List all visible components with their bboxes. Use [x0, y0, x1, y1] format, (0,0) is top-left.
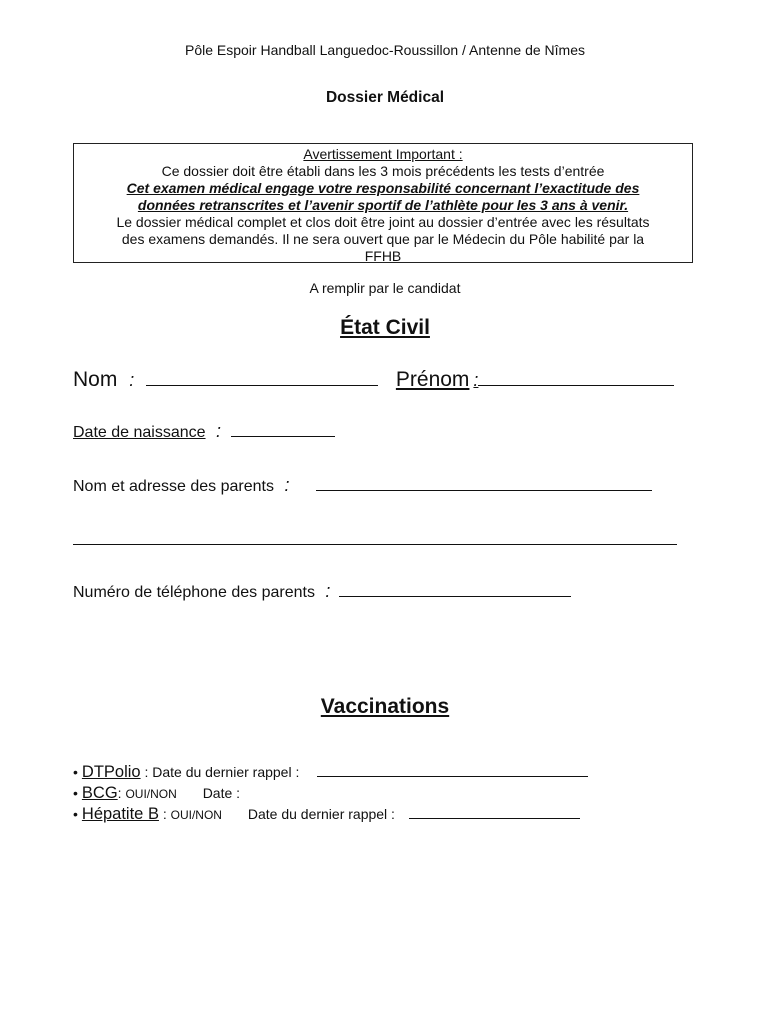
prenom-label: Prénom — [395, 368, 470, 391]
hepatite-date-field[interactable] — [409, 818, 580, 819]
bcg-oui-non[interactable]: OUI/NON — [125, 787, 177, 801]
warning-line-1: Ce dossier doit être établi dans les 3 mois précédents les tests d’entrée — [161, 163, 605, 179]
nom-colon: : — [129, 370, 135, 390]
warning-line-4: FFHB — [364, 248, 402, 264]
name-row — [73, 368, 674, 392]
birthdate-label: Date de naissance — [73, 424, 206, 441]
birthdate-field[interactable] — [231, 436, 335, 437]
vaccine-bcg-row — [73, 784, 240, 803]
warning-line-2: Le dossier médical complet et clos doit être joint au dossier d’entrée avec les résultats — [116, 214, 650, 230]
parents-address-label: Nom et adresse des parents — [73, 478, 274, 495]
vaccine-hepatite-row — [73, 805, 580, 824]
page-header: Pôle Espoir Handball Languedoc-Roussillon / Antenne de Nîmes — [184, 42, 586, 58]
dtpolio-label: DTPolio — [81, 763, 141, 781]
parents-phone-row — [73, 581, 571, 602]
warning-bold-line-1: Cet examen médical engage votre responsabilité concernant l’exactitude des — [126, 180, 640, 196]
warning-box — [73, 143, 693, 263]
dtpolio-date-field[interactable] — [317, 776, 588, 777]
bullet: • — [73, 806, 78, 822]
hepatite-sep: : — [158, 806, 167, 822]
hepatite-oui-non[interactable]: OUI/NON — [170, 808, 222, 822]
parents-address-colon: : — [284, 475, 290, 495]
etat-civil-title: État Civil — [340, 316, 430, 339]
vaccinations-title: Vaccinations — [320, 695, 450, 718]
nom-label: Nom — [73, 368, 118, 391]
vaccine-dtpolio-row — [73, 763, 588, 782]
document-title: Dossier Médical — [325, 89, 445, 106]
bcg-label: BCG — [81, 784, 118, 802]
parents-address-field[interactable] — [316, 490, 652, 491]
candidate-instruction: A remplir par le candidat — [309, 280, 461, 296]
prenom-colon: : — [473, 370, 479, 390]
bcg-date-label: Date : — [202, 785, 241, 801]
nom-field[interactable] — [146, 385, 378, 386]
parents-address-field-line-2[interactable] — [73, 544, 677, 545]
birthdate-row — [73, 421, 335, 442]
parents-phone-colon: : — [325, 581, 331, 601]
bullet: • — [73, 764, 78, 780]
bcg-sep: : — [117, 785, 122, 801]
bullet: • — [73, 785, 78, 801]
hepatite-date-label: Date du dernier rappel : — [247, 806, 395, 822]
hepatite-b-label: Hépatite B — [81, 805, 159, 823]
dtpolio-date-label: : Date du dernier rappel : — [140, 764, 300, 780]
warning-line-3: des examens demandés. Il ne sera ouvert que par le Médecin du Pôle habilité par la — [121, 231, 645, 247]
warning-heading: Avertissement Important : — [303, 146, 463, 162]
birthdate-colon: : — [215, 421, 221, 441]
parents-phone-label: Numéro de téléphone des parents — [73, 584, 315, 601]
prenom-field[interactable] — [478, 385, 674, 386]
warning-bold-line-2: données retranscrites et l’avenir sportif de l’athlète pour les 3 ans à venir. — [137, 197, 629, 213]
parents-phone-field[interactable] — [339, 596, 571, 597]
parents-address-row — [73, 475, 652, 496]
